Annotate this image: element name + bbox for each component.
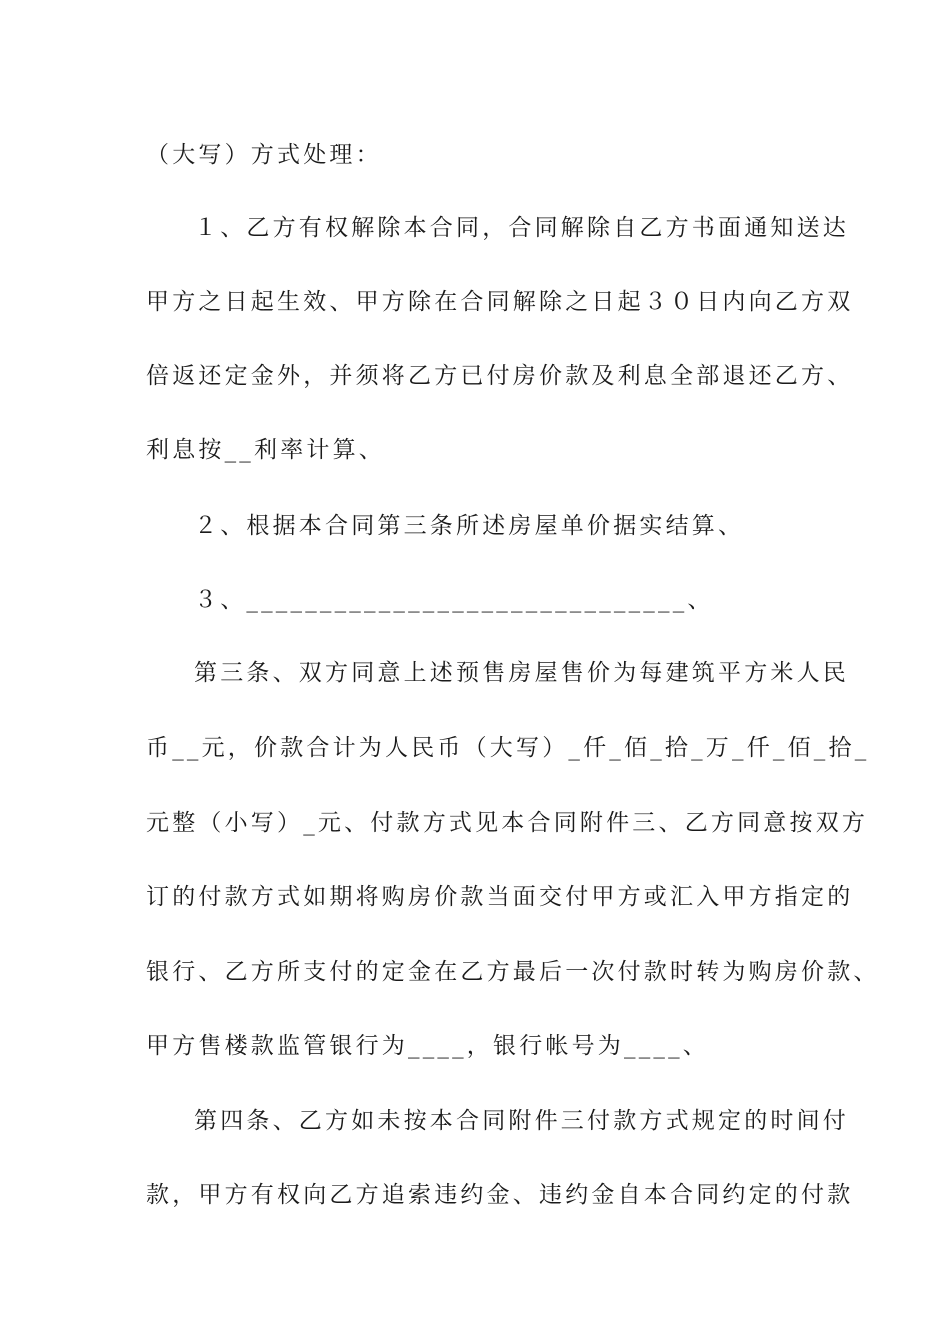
text-line-5: 利息按__利率计算、 bbox=[146, 437, 385, 463]
text-line-1: （大写）方式处理： bbox=[146, 142, 382, 168]
text-line-6: ２、根据本合同第三条所述房屋单价据实结算、 bbox=[194, 513, 745, 539]
text-line-7: ３、______________________________、 bbox=[194, 587, 714, 613]
text-line-12: 银行、乙方所支付的定金在乙方最后一次付款时转为购房价款、 bbox=[146, 959, 880, 985]
text-line-10: 元整（小写）_元、付款方式见本合同附件三、乙方同意按双方 bbox=[146, 810, 869, 836]
text-line-8: 第三条、双方同意上述预售房屋售价为每建筑平方米人民 bbox=[194, 660, 849, 686]
text-line-11: 订的付款方式如期将购房价款当面交付甲方或汇入甲方指定的 bbox=[146, 884, 854, 910]
text-line-14: 第四条、乙方如未按本合同附件三付款方式规定的时间付 bbox=[194, 1108, 849, 1134]
text-line-2: １、乙方有权解除本合同，合同解除自乙方书面通知送达 bbox=[194, 215, 849, 241]
text-line-13: 甲方售楼款监管银行为____，银行帐号为____、 bbox=[146, 1033, 709, 1059]
text-line-15: 款，甲方有权向乙方追索违约金、违约金自本合同约定的付款 bbox=[146, 1182, 854, 1208]
text-line-4: 倍返还定金外，并须将乙方已付房价款及利息全部退还乙方、 bbox=[146, 363, 854, 389]
text-line-9: 币__元，价款合计为人民币（大写）_仟_佰_拾_万_仟_佰_拾_ bbox=[146, 735, 870, 761]
text-line-3: 甲方之日起生效、甲方除在合同解除之日起３０日内向乙方双 bbox=[146, 289, 854, 315]
